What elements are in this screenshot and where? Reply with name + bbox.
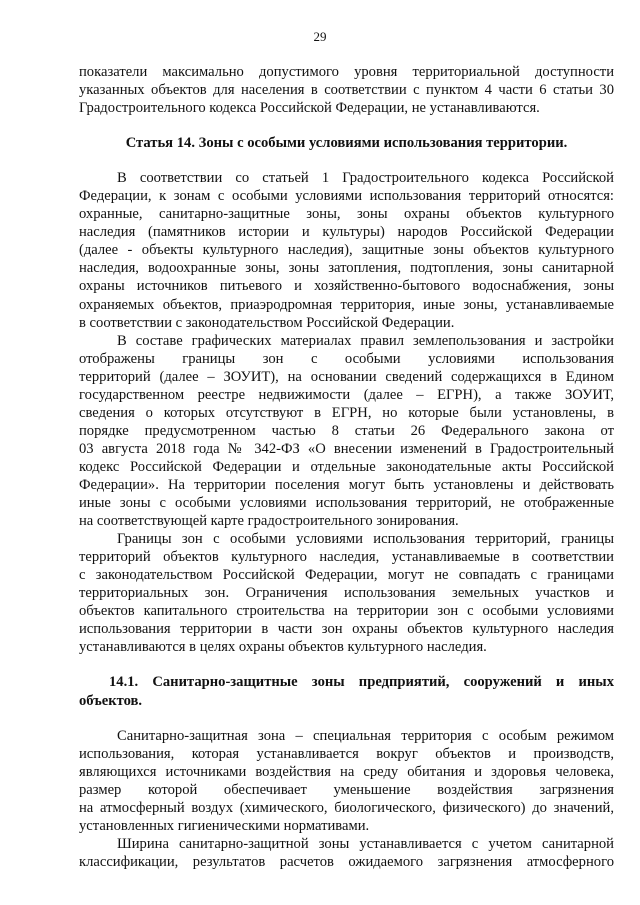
text-line: размер которой обеспечивает уменьшение воздействия загрязнения [79,781,614,798]
paragraph-zones-definition [79,169,614,331]
text-line: охраны источников питьевого и хозяйственно-бытового водоснабжения, зоны [79,278,614,295]
text-line: Ширина санитарно-защитной зоны устанавливается с учетом санитарной [117,835,614,852]
text-line: указанных объектов для населения в соответствии с пунктом 4 части 6 статьи 30 [79,82,614,99]
text-line: классификации, результатов расчетов ожидаемого загрязнения атмосферного [79,853,614,870]
document-body [79,63,614,871]
text-line: кодекс Российской Федерации и отдельные законодательные акты Российской [79,458,614,475]
text-line: сведения о которых отсутствуют в ЕГРН, но которые были установлены, в [79,404,614,421]
text-line: В соответствии со статьей 1 Градостроительного кодекса Российской [117,170,614,187]
text-line: в соответствии с законодательством Российской Федерации. [79,314,455,331]
section-title-line: 14.1. Санитарно-защитные зоны предприятий, сооружений и иных [109,674,614,691]
text-line: территорий (далее – ЗОУИТ), на основании сведений содержащихся в Едином [79,368,614,385]
text-line: Федерации». На территории поселения могут быть установлены и действовать [79,476,614,493]
text-line: государственном реестре недвижимости (далее – ЕГРН), а также ЗОУИТ, [79,386,614,403]
text-line: порядке предусмотренном частью 8 статьи 26 Федерального закона от [79,422,614,439]
text-line: иные зоны с особыми условиями использования территорий, не отображенные [79,495,614,512]
text-line: Градостроительного кодекса Российской Федерации, не устанавливаются. [79,100,540,117]
text-line: охранные, санитарно-защитные зоны, зоны охраны объектов культурного [79,206,614,223]
text-line: Федерации, к зонам с особыми условиями использования территорий относятся: [79,188,614,205]
intro-paragraph [79,63,614,117]
text-line: (далее - объекты культурного наследия), защитные зоны объектов культурного [79,242,614,259]
section-title-line: объектов. [79,692,143,709]
text-line: наследия (памятников истории и культуры) народов Российской Федерации [79,224,614,241]
text-line: показатели максимально допустимого уровня территориальной доступности [79,64,614,80]
paragraph-zone-width [79,835,614,871]
article-title: Статья 14. Зоны с особыми условиями использования территории. [125,135,568,152]
paragraph-zone-boundaries [79,530,614,656]
text-line: устанавливаются в целях охраны объектов культурного наследия. [79,639,487,656]
page-number: 29 [313,29,327,44]
paragraph-graphic-materials [79,332,614,531]
text-line: отображены границы зон с особыми условиями использования [79,350,614,367]
text-line: территорий объектов культурного наследия, устанавливаемые в соответствии [79,549,614,566]
paragraph-sanitary-zone [79,727,614,835]
text-line: использования территории в части зон охраны объектов культурного наследия [79,621,614,638]
text-line: Санитарно-защитная зона – специальная территория с особым режимом [117,727,614,744]
text-line: охраняемых объектов, приаэродромная территория, иные зоны, устанавливаемые [79,296,614,313]
text-line: Границы зон с особыми условиями использования территорий, границы [117,531,614,548]
text-line: на атмосферный воздух (химического, биологического, физического) до значений, [79,799,614,816]
text-line: В составе графических материалах правил землепользования и застройки [117,332,614,349]
text-line: на соответствующей карте градостроительного зонирования. [79,513,459,530]
text-line: территориальных зон. Ограничения использования земельных участков и [79,585,614,602]
text-line: установленных гигиеническими нормативами. [79,817,370,834]
text-line: использования, которая устанавливается вокруг объектов и производств, [79,745,614,762]
text-line: являющихся источниками воздействия на среду обитания и здоровья человека, [79,763,614,780]
text-line: наследия, водоохранные зоны, зоны затопления, подтопления, зоны санитарной [79,260,614,277]
text-line: объектов капитального строительства на территории зон с особыми условиями [79,603,614,620]
text-line: 03 августа 2018 года № 342-ФЗ «О внесении изменений в Градостроительный [79,440,614,457]
text-line: с законодательством Российской Федерации, могут не совпадать с границами [79,567,614,584]
